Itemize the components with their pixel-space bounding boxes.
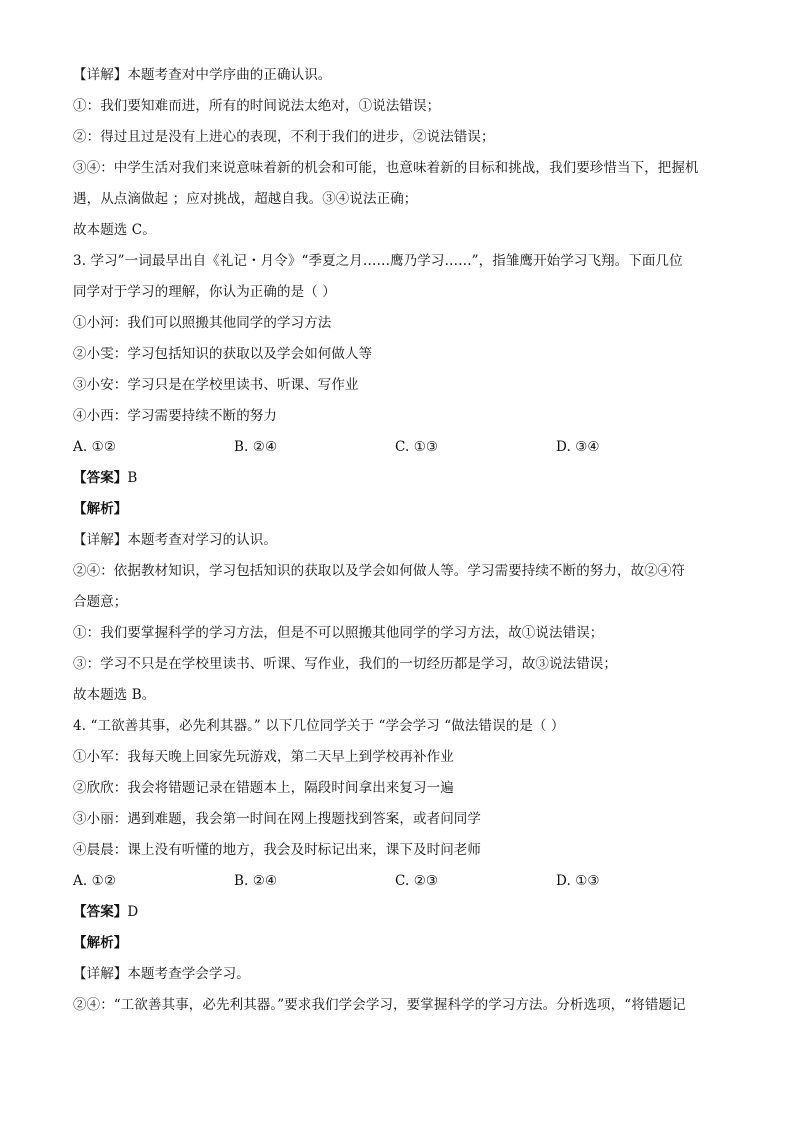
q2-explain-1: ①：我们要知难而进，所有的时间说法太绝对，①说法错误；	[73, 98, 441, 114]
q3-item-4: ④小西：学习需要持续不断的努力	[73, 408, 277, 424]
q4-option-d: D. ①③	[556, 873, 600, 889]
q3-answer-value: B	[127, 470, 138, 486]
q4-option-c: C. ②③	[395, 873, 439, 889]
q4-detail: 【详解】本题考查学会学习。	[73, 966, 250, 982]
q4-stem: 4. “工欲善其事，必先利其器。” 以下几位同学关于 “学会学习 “做法错误的是（ ）	[73, 718, 565, 734]
q4-answer-value: D	[127, 904, 139, 920]
q4-answer	[73, 897, 723, 928]
q3-explain-1a: ②④：依据教材知识，学习包括知识的获取以及学会如何做人等。学习需要持续不断的努力，故②④符	[73, 563, 685, 579]
q3-explain-2: ①：我们要掌握科学的学习方法，但是不可以照搬其他同学的学习方法，故①说法错误；	[73, 625, 604, 641]
q3-detail: 【详解】本题考查对学习的认识。	[73, 532, 277, 548]
q3-options	[73, 432, 723, 463]
q2-explain-3a: ③④：中学生活对我们来说意味着新的机会和可能，也意味着新的目标和挑战，我们要珍惜当下，把握机	[73, 160, 699, 176]
q3-explain-3: ③：学习不只是在学校里读书、听课、写作业，我们的一切经历都是学习，故③说法错误；	[73, 656, 617, 672]
q4-explain-1: ②④：“工欲善其事，必先利其器。”要求我们学会学习，要掌握科学的学习方法。分析选项，“将错题记	[73, 997, 686, 1013]
q2-explain-3b: 遇，从点滴做起 ；应对挑战，超越自我。③④说法正确；	[73, 191, 418, 207]
q4-item-2: ②欣欣：我会将错题记录在错题本上，隔段时间拿出来复习一遍	[73, 780, 454, 796]
document-page	[73, 60, 723, 1021]
q4-options	[73, 866, 723, 897]
q4-item-3: ③小丽：遇到难题，我会第一时间在网上搜题找到答案，或者问同学	[73, 811, 481, 827]
q4-option-b: B. ②④	[234, 873, 278, 889]
q3-explain-1b: 合题意；	[73, 594, 128, 610]
q3-item-3: ③小安：学习只是在学校里读书、听课、写作业	[73, 377, 359, 393]
q2-detail: 【详解】本题考查对中学序曲的正确认识。	[73, 67, 332, 83]
q2-conclusion: 故本题选 C。	[73, 222, 156, 238]
q4-item-4: ④晨晨：课上没有听懂的地方，我会及时标记出来，课下及时问老师	[73, 842, 481, 858]
q3-answer	[73, 463, 723, 494]
q3-option-d: D. ③④	[556, 439, 600, 455]
q3-item-1: ①小河：我们可以照搬其他同学的学习方法	[73, 315, 332, 331]
q4-item-1: ①小军：我每天晚上回家先玩游戏，第二天早上到学校再补作业	[73, 749, 454, 765]
q2-explain-2: ②：得过且过是没有上进心的表现，不利于我们的进步，②说法错误；	[73, 129, 495, 145]
q3-stem-line-1: 3. 学习”一词最早出自《礼记・月令》“季夏之月……鹰乃学习……”，指雏鹰开始学习飞翔。下面几位	[73, 253, 683, 269]
q3-option-a: A. ①②	[73, 439, 117, 455]
q3-conclusion: 故本题选 B。	[73, 687, 156, 703]
q3-item-2: ②小雯：学习包括知识的获取以及学会如何做人等	[73, 346, 373, 362]
q3-stem-line-2: 同学对于学习的理解，你认为正确的是（ ）	[73, 284, 336, 300]
q3-option-c: C. ①③	[395, 439, 439, 455]
q3-option-b: B. ②④	[234, 439, 278, 455]
q3-analysis-label: 【解析】	[73, 501, 128, 517]
q4-option-a: A. ①②	[73, 873, 117, 889]
q4-analysis-label: 【解析】	[73, 935, 128, 951]
q3-answer-label: 【答案】	[73, 470, 128, 486]
q4-answer-label: 【答案】	[73, 904, 128, 920]
